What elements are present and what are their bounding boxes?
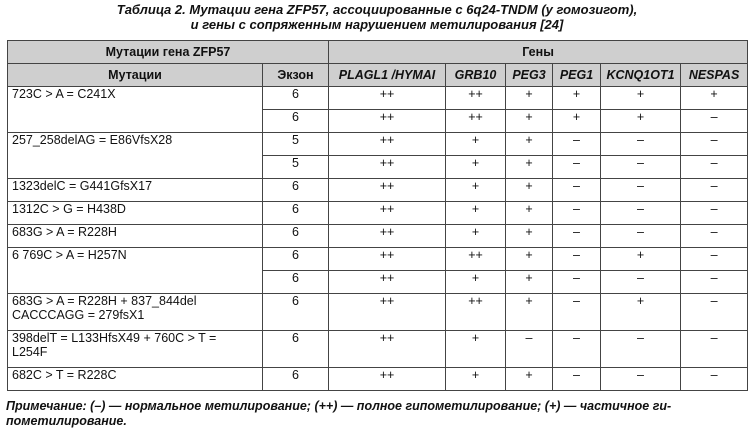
gene-value-plagl1: ++ [329, 331, 446, 368]
mutation-text: 723C > A = C241X [12, 87, 116, 101]
gene-value-nespas: + [681, 87, 748, 110]
gene-value-nespas: – [681, 133, 748, 156]
gene-value-peg1: – [553, 271, 601, 294]
mutation-text: 1312C > G = H438D [12, 202, 126, 216]
gene-value-peg1: – [553, 331, 601, 368]
gene-value-nespas: – [681, 368, 748, 391]
exon-cell: 6 [263, 271, 329, 294]
table-row [8, 202, 748, 225]
mutation-cell [8, 202, 263, 225]
gene-value-grb10: + [446, 368, 506, 391]
header-group-genes: Гены [329, 41, 748, 64]
gene-value-peg1: – [553, 248, 601, 271]
header-gene-plagl1: PLAGL1 /HYMAI [329, 64, 446, 87]
gene-value-grb10: + [446, 202, 506, 225]
header-gene-nespas: NESPAS [681, 64, 748, 87]
gene-value-grb10: + [446, 331, 506, 368]
mutation-text: 683G > A = R228H + 837_844del [12, 294, 197, 308]
exon-cell: 6 [263, 87, 329, 110]
gene-value-kcnq1ot1: – [601, 331, 681, 368]
mutation-cell [8, 248, 263, 294]
gene-value-peg1: – [553, 133, 601, 156]
header-mutation: Мутации [8, 64, 263, 87]
table-row [8, 87, 748, 110]
gene-value-grb10: + [446, 179, 506, 202]
gene-value-grb10: ++ [446, 248, 506, 271]
mutation-cell [8, 87, 263, 133]
exon-cell: 6 [263, 248, 329, 271]
gene-value-nespas: – [681, 248, 748, 271]
gene-value-kcnq1ot1: – [601, 225, 681, 248]
gene-value-peg3: + [506, 110, 553, 133]
gene-value-peg3: + [506, 179, 553, 202]
gene-value-plagl1: ++ [329, 294, 446, 331]
gene-value-peg3: + [506, 294, 553, 331]
gene-value-plagl1: ++ [329, 248, 446, 271]
gene-value-peg3: – [506, 331, 553, 368]
exon-cell: 5 [263, 156, 329, 179]
table-row [8, 248, 748, 271]
mutation-cell [8, 225, 263, 248]
gene-value-kcnq1ot1: – [601, 368, 681, 391]
gene-value-peg3: + [506, 271, 553, 294]
gene-value-kcnq1ot1: – [601, 179, 681, 202]
gene-value-peg1: – [553, 294, 601, 331]
header-exon: Экзон [263, 64, 329, 87]
gene-value-kcnq1ot1: + [601, 248, 681, 271]
exon-cell: 6 [263, 202, 329, 225]
table-body [8, 87, 748, 391]
note-line-1: Примечание: (–) — нормальное метилирование; (++) — полное гипометилирование; (+) — частичное ги- [6, 399, 672, 413]
gene-value-grb10: + [446, 225, 506, 248]
gene-value-nespas: – [681, 179, 748, 202]
gene-value-nespas: – [681, 110, 748, 133]
gene-value-peg3: + [506, 368, 553, 391]
mutation-cell [8, 294, 263, 331]
table-row [8, 133, 748, 156]
exon-cell: 6 [263, 225, 329, 248]
mutation-cell [8, 133, 263, 179]
gene-value-peg1: – [553, 202, 601, 225]
mutation-cell [8, 179, 263, 202]
exon-cell: 6 [263, 331, 329, 368]
gene-value-grb10: + [446, 133, 506, 156]
gene-value-peg1: – [553, 225, 601, 248]
mutation-text: 398delT = L133HfsX49 + 760C > T = [12, 331, 217, 345]
header-group-mutations: Мутации гена ZFP57 [8, 41, 329, 64]
header-gene-peg3: PEG3 [506, 64, 553, 87]
gene-value-peg1: – [553, 368, 601, 391]
gene-value-kcnq1ot1: + [601, 110, 681, 133]
gene-value-peg3: + [506, 87, 553, 110]
exon-cell: 6 [263, 368, 329, 391]
mutation-text: 257_258delAG = E86VfsX28 [12, 133, 173, 147]
exon-cell: 6 [263, 294, 329, 331]
mutation-text: CACCCAGG = 279fsX1 [12, 308, 145, 322]
gene-value-nespas: – [681, 271, 748, 294]
gene-value-kcnq1ot1: – [601, 156, 681, 179]
exon-cell: 5 [263, 133, 329, 156]
table-row [8, 179, 748, 202]
exon-cell: 6 [263, 110, 329, 133]
gene-value-peg3: + [506, 133, 553, 156]
gene-value-kcnq1ot1: – [601, 202, 681, 225]
mutation-cell [8, 331, 263, 368]
gene-value-kcnq1ot1: + [601, 294, 681, 331]
note-line-2: пометилирование. [6, 414, 127, 428]
gene-value-kcnq1ot1: – [601, 133, 681, 156]
mutation-text: 1323delC = G441GfsX17 [12, 179, 153, 193]
gene-value-peg1: + [553, 87, 601, 110]
gene-value-plagl1: ++ [329, 87, 446, 110]
table-caption [0, 2, 754, 32]
gene-value-plagl1: ++ [329, 179, 446, 202]
gene-value-kcnq1ot1: – [601, 271, 681, 294]
gene-value-grb10: ++ [446, 294, 506, 331]
gene-value-plagl1: ++ [329, 368, 446, 391]
gene-value-nespas: – [681, 156, 748, 179]
caption-line-1: Таблица 2. Мутации гена ZFP57, ассоциированные с 6q24-TNDM (у гомозигот), [116, 2, 638, 17]
gene-value-plagl1: ++ [329, 110, 446, 133]
gene-value-peg1: – [553, 156, 601, 179]
gene-value-plagl1: ++ [329, 202, 446, 225]
mutation-cell [8, 368, 263, 391]
header-gene-kcnq1ot1: KCNQ1OT1 [601, 64, 681, 87]
gene-value-nespas: – [681, 294, 748, 331]
gene-value-grb10: ++ [446, 110, 506, 133]
header-gene-peg1: PEG1 [553, 64, 601, 87]
gene-value-plagl1: ++ [329, 133, 446, 156]
table-row [8, 225, 748, 248]
gene-value-kcnq1ot1: + [601, 87, 681, 110]
exon-cell: 6 [263, 179, 329, 202]
mutation-text: L254F [12, 345, 48, 359]
mutation-text: 6 769C > A = H257N [12, 248, 127, 262]
gene-value-peg3: + [506, 156, 553, 179]
gene-value-plagl1: ++ [329, 271, 446, 294]
gene-value-grb10: + [446, 271, 506, 294]
gene-value-peg3: + [506, 225, 553, 248]
gene-value-grb10: + [446, 156, 506, 179]
mutation-text: 682C > T = R228C [12, 368, 117, 382]
gene-value-nespas: – [681, 225, 748, 248]
header-gene-grb10: GRB10 [446, 64, 506, 87]
mutations-table [7, 40, 748, 391]
table-row [8, 368, 748, 391]
table-row [8, 294, 748, 331]
gene-value-peg3: + [506, 202, 553, 225]
gene-value-nespas: – [681, 331, 748, 368]
gene-value-nespas: – [681, 202, 748, 225]
caption-line-2: и гены с сопряженным нарушением метилирования [24] [190, 17, 564, 32]
gene-value-peg3: + [506, 248, 553, 271]
mutation-text: 683G > A = R228H [12, 225, 117, 239]
gene-value-plagl1: ++ [329, 156, 446, 179]
gene-value-plagl1: ++ [329, 225, 446, 248]
gene-value-peg1: + [553, 110, 601, 133]
table-note [6, 399, 750, 429]
table-row [8, 331, 748, 368]
gene-value-grb10: ++ [446, 87, 506, 110]
gene-value-peg1: – [553, 179, 601, 202]
